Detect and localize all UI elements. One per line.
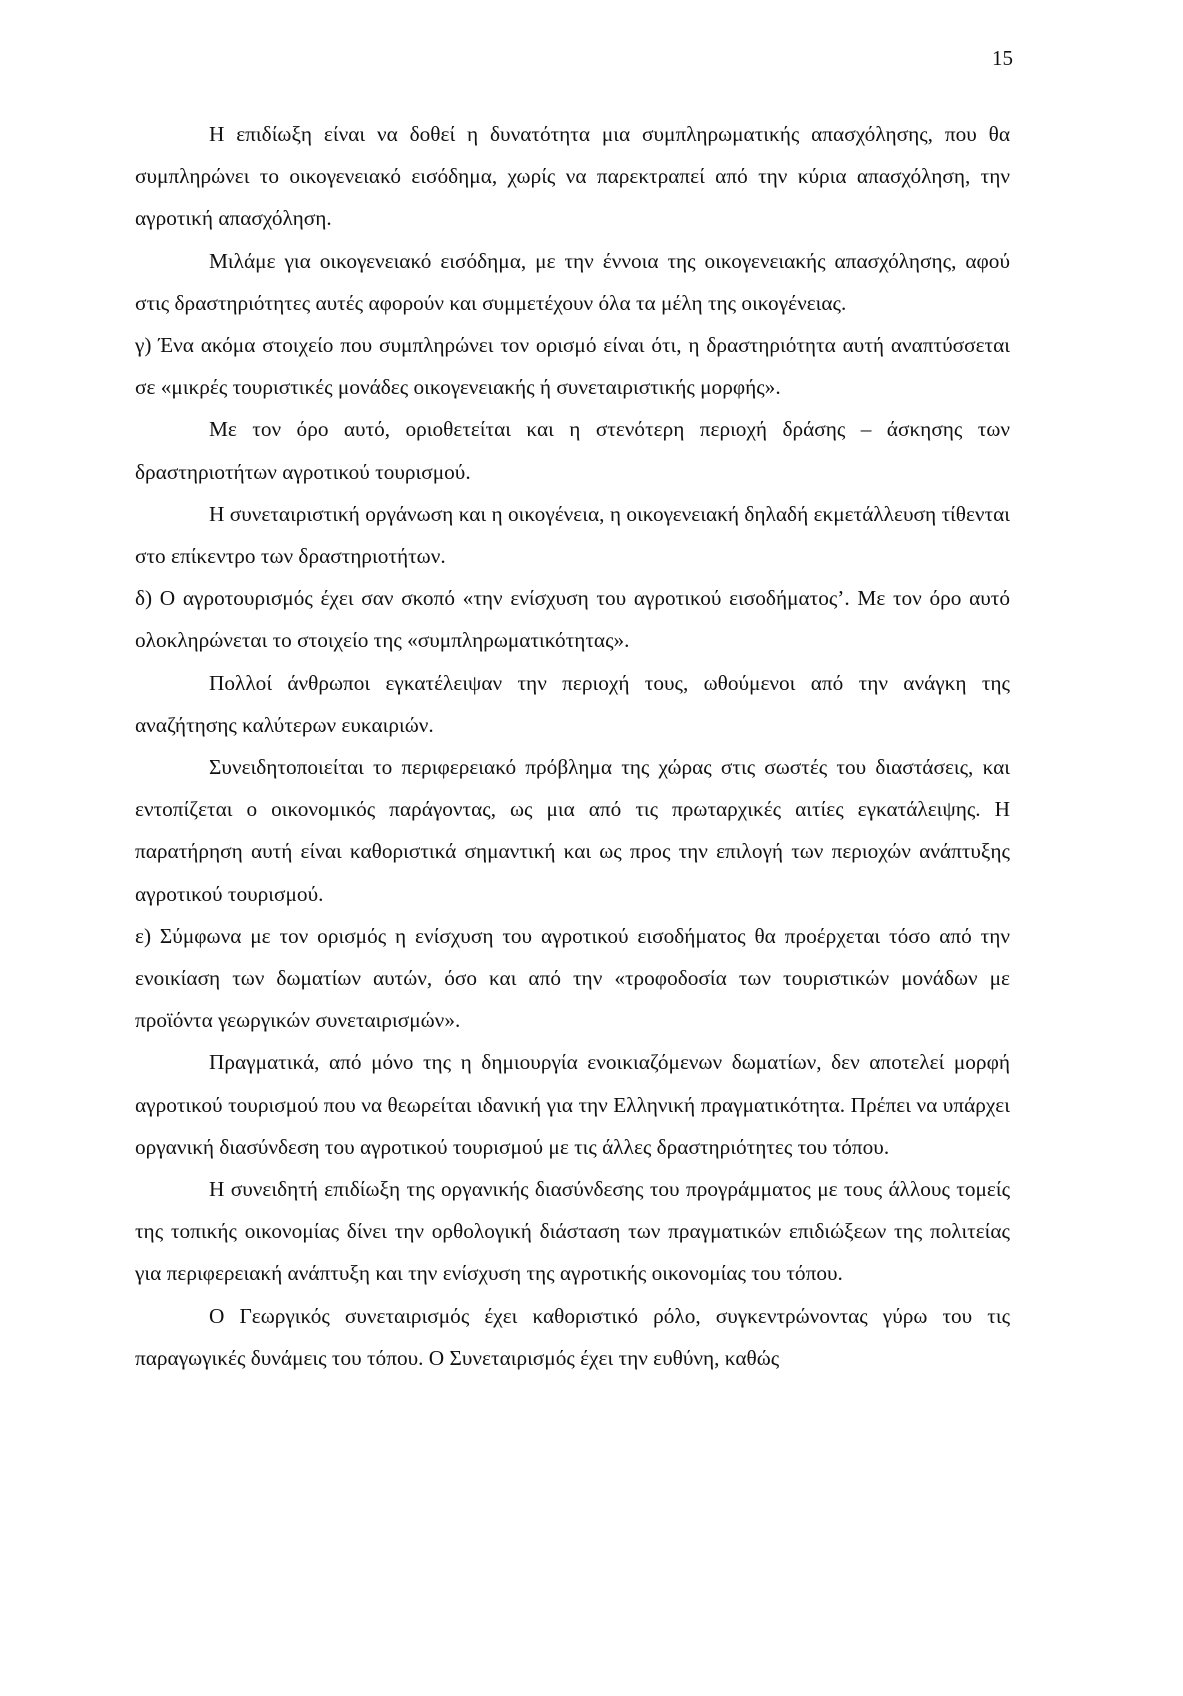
page-number: 15: [992, 46, 1013, 70]
paragraph-4: Με τον όρο αυτό, οριοθετείται και η στενότερη περιοχή δράσης – άσκησης των δραστηριοτήτων αγροτικού τουρισμού.: [135, 417, 1010, 484]
paragraph-10: Πραγματικά, από μόνο της η δημιουργία ενοικιαζόμενων δωματίων, δεν αποτελεί μορφή αγροτικού τουρισμού που να θεωρείται ιδανική για την Ελληνική πραγματικότητα. Πρέπει να υπάρχει οργανική διασύνδεση του αγροτικού τουρισμού με τις άλλες δραστηριότητες του τόπου.: [135, 1050, 1010, 1159]
paragraph-6: δ) Ο αγροτουρισμός έχει σαν σκοπό «την ενίσχυση του αγροτικού εισοδήματος’. Με τον όρο αυτό ολοκληρώνεται το στοιχείο της «συμπληρωματικότητας».: [135, 586, 1010, 653]
paragraph-3: γ) Ένα ακόμα στοιχείο που συμπληρώνει τον ορισμό είναι ότι, η δραστηριότητα αυτή αναπτύσσεται σε «μικρές τουριστικές μονάδες οικογενειακής ή συνεταιριστικής μορφής».: [135, 333, 1010, 400]
paragraph-8: Συνειδητοποιείται το περιφερειακό πρόβλημα της χώρας στις σωστές του διαστάσεις, και εντοπίζεται ο οικονομικός παράγοντας, ως μια από τις πρωταρχικές αιτίες εγκατάλειψης. Η παρατήρηση αυτή είναι καθοριστικά σημαντική και ως προς την επιλογή των περιοχών ανάπτυξης αγροτικού τουρισμού.: [135, 755, 1010, 906]
paragraph-7: Πολλοί άνθρωποι εγκατέλειψαν την περιοχή τους, ωθούμενοι από την ανάγκη της αναζήτησης καλύτερων ευκαιριών.: [135, 670, 1010, 737]
paragraph-9: ε) Σύμφωνα με τον ορισμός η ενίσχυση του αγροτικού εισοδήματος θα προέρχεται τόσο από την ενοικίαση των δωματίων αυτών, όσο και από την «τροφοδοσία των τουριστικών μονάδων με προϊόντα γεωργικών συνεταιρισμών».: [135, 923, 1010, 1033]
paragraph-2: Μιλάμε για οικογενειακό εισόδημα, με την έννοια της οικογενειακής απασχόλησης, αφού στις δραστηριότητες αυτές αφορούν και συμμετέχουν όλα τα μέλη της οικογένειας.: [135, 248, 1010, 315]
body-text: [135, 113, 1010, 1379]
paragraph-11: Η συνειδητή επιδίωξη της οργανικής διασύνδεσης του προγράμματος με τους άλλους τομείς της τοπικής οικονομίας δίνει την ορθολογική διάσταση των πραγματικών επιδιώξεων της πολιτείας για περιφερειακή ανάπτυξη και την ενίσχυση της αγροτικής οικονομίας του τόπου.: [135, 1177, 1010, 1286]
paragraph-12: Ο Γεωργικός συνεταιρισμός έχει καθοριστικό ρόλο, συγκεντρώνοντας γύρω του τις παραγωγικές δυνάμεις του τόπου. Ο Συνεταιρισμός έχει την ευθύνη, καθώς: [135, 1303, 1010, 1370]
paragraph-5: Η συνεταιριστική οργάνωση και η οικογένεια, η οικογενειακή δηλαδή εκμετάλλευση τίθενται στο επίκεντρο των δραστηριοτήτων.: [135, 501, 1010, 569]
paragraph-1: Η επιδίωξη είναι να δοθεί η δυνατότητα μια συμπληρωματικής απασχόλησης, που θα συμπληρώνει το οικογενειακό εισόδημα, χωρίς να παρεκτραπεί από την κύρια απασχόληση, την αγροτική απασχόληση.: [135, 122, 1010, 231]
